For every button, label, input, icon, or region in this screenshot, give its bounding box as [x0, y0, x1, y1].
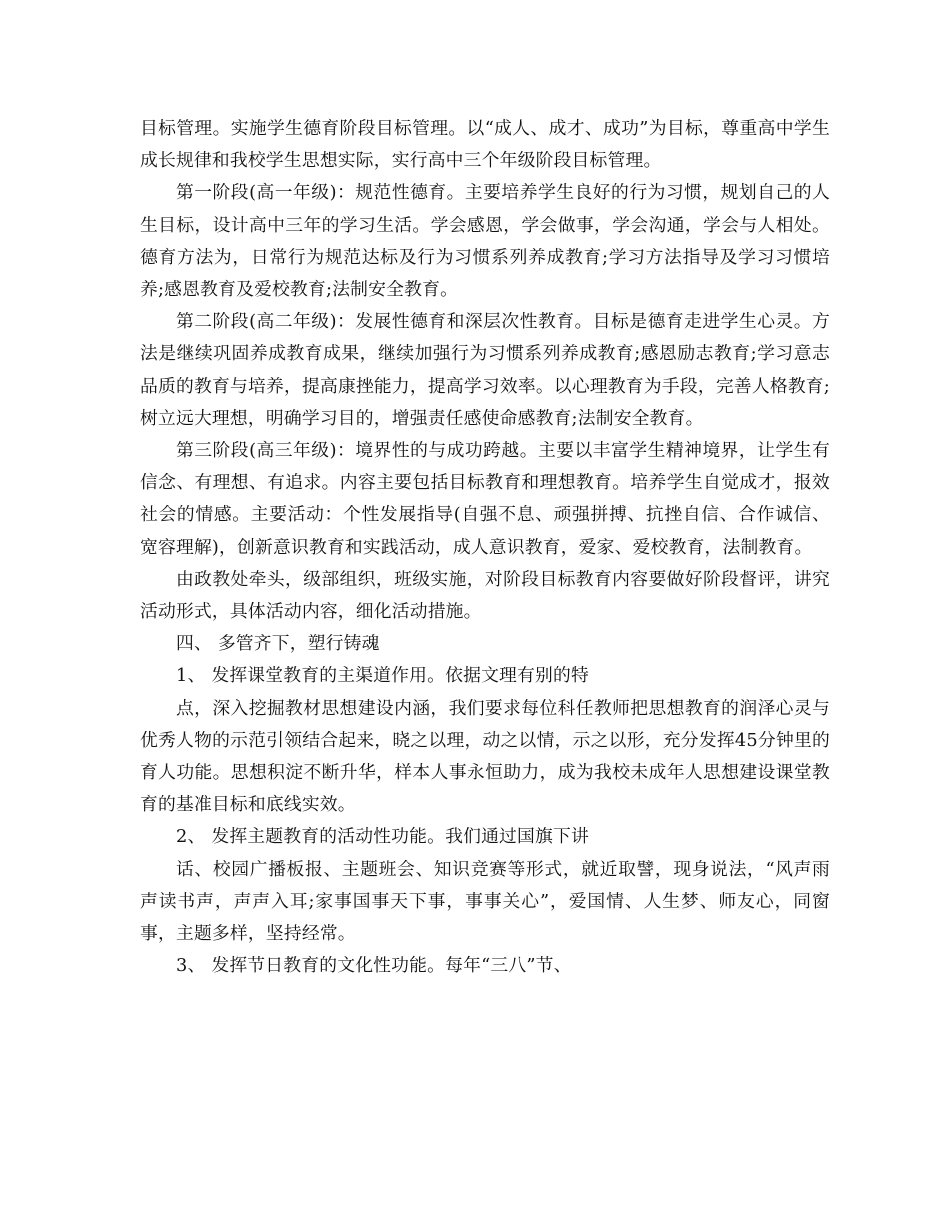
item-one-heading: 1、 发挥课堂教育的主渠道作用。依据文理有别的特 — [176, 665, 589, 687]
item-two-body: 话、校园广播板报、主题班会、知识竞赛等形式，就近取譬，现身说法，“风声雨声读书声，声声入耳;家事国事天下事，事事关心”，爱国情、人生梦、师友心，同窗事，主题多样，坚持经常。 — [140, 858, 830, 945]
item-three-heading: 3、 发挥节日教育的文化性功能。每年“三八”节、 — [176, 955, 572, 977]
paragraph-implementation: 由政教处牵头，级部组织，班级实施，对阶段目标教育内容要做好阶段督评，讲究活动形式，具体活动内容，细化活动措施。 — [140, 568, 830, 623]
item-one-body: 点，深入挖掘教材思想建设内涵，我们要求每位科任教师把思想教育的润泽心灵与优秀人物的示范引领结合起来，晓之以理，动之以情，示之以形，充分发挥45分钟里的育人功能。思想积淀不断升华，样本人事永恒助力，成为我校未成年人思想建设课堂教育的基准目标和底线实效。 — [140, 697, 830, 816]
paragraph-stage-three: 第三阶段(高三年级)：境界性的与成功跨越。主要以丰富学生精神境界，让学生有信念、有理想、有追求。内容主要包括目标教育和理想教育。培养学生自觉成才，报效社会的情感。主要活动：个性发展指导(自强不息、顽强拼搏、抗挫自信、合作诚信、宽容理解)，创新意识教育和实践活动，成人意识教育，爱家、爱校教育，法制教育。 — [140, 440, 830, 558]
paragraph-goal-management: 目标管理。实施学生德育阶段目标管理。以“成人、成才、成功”为目标，尊重高中学生成长规律和我校学生思想实际，实行高中三个年级阶段目标管理。 — [140, 118, 830, 172]
item-two-heading: 2、 发挥主题教育的活动性功能。我们通过国旗下讲 — [176, 826, 589, 848]
section-heading-four: 四、 多管齐下，塑行铸魂 — [176, 633, 380, 655]
paragraph-stage-two: 第二阶段(高二年级)：发展性德育和深层次性教育。目标是德育走进学生心灵。方法是继续巩固养成教育成果，继续加强行为习惯系列养成教育;感恩励志教育;学习意志品质的教育与培养，提高康挫能力，提高学习效率。以心理教育为手段，完善人格教育;树立远大理想，明确学习目的，增强责任感使命感教育;法制安全教育。 — [140, 311, 830, 429]
paragraph-stage-one: 第一阶段(高一年级)：规范性德育。主要培养学生良好的行为习惯，规划自己的人生目标，设计高中三年的学习生活。学会感恩，学会做事，学会沟通，学会与人相处。德育方法为，日常行为规范达标及行为习惯系列养成教育;学习方法指导及学习习惯培养;感恩教育及爱校教育;法制安全教育。 — [140, 182, 830, 301]
document-body — [140, 113, 830, 982]
